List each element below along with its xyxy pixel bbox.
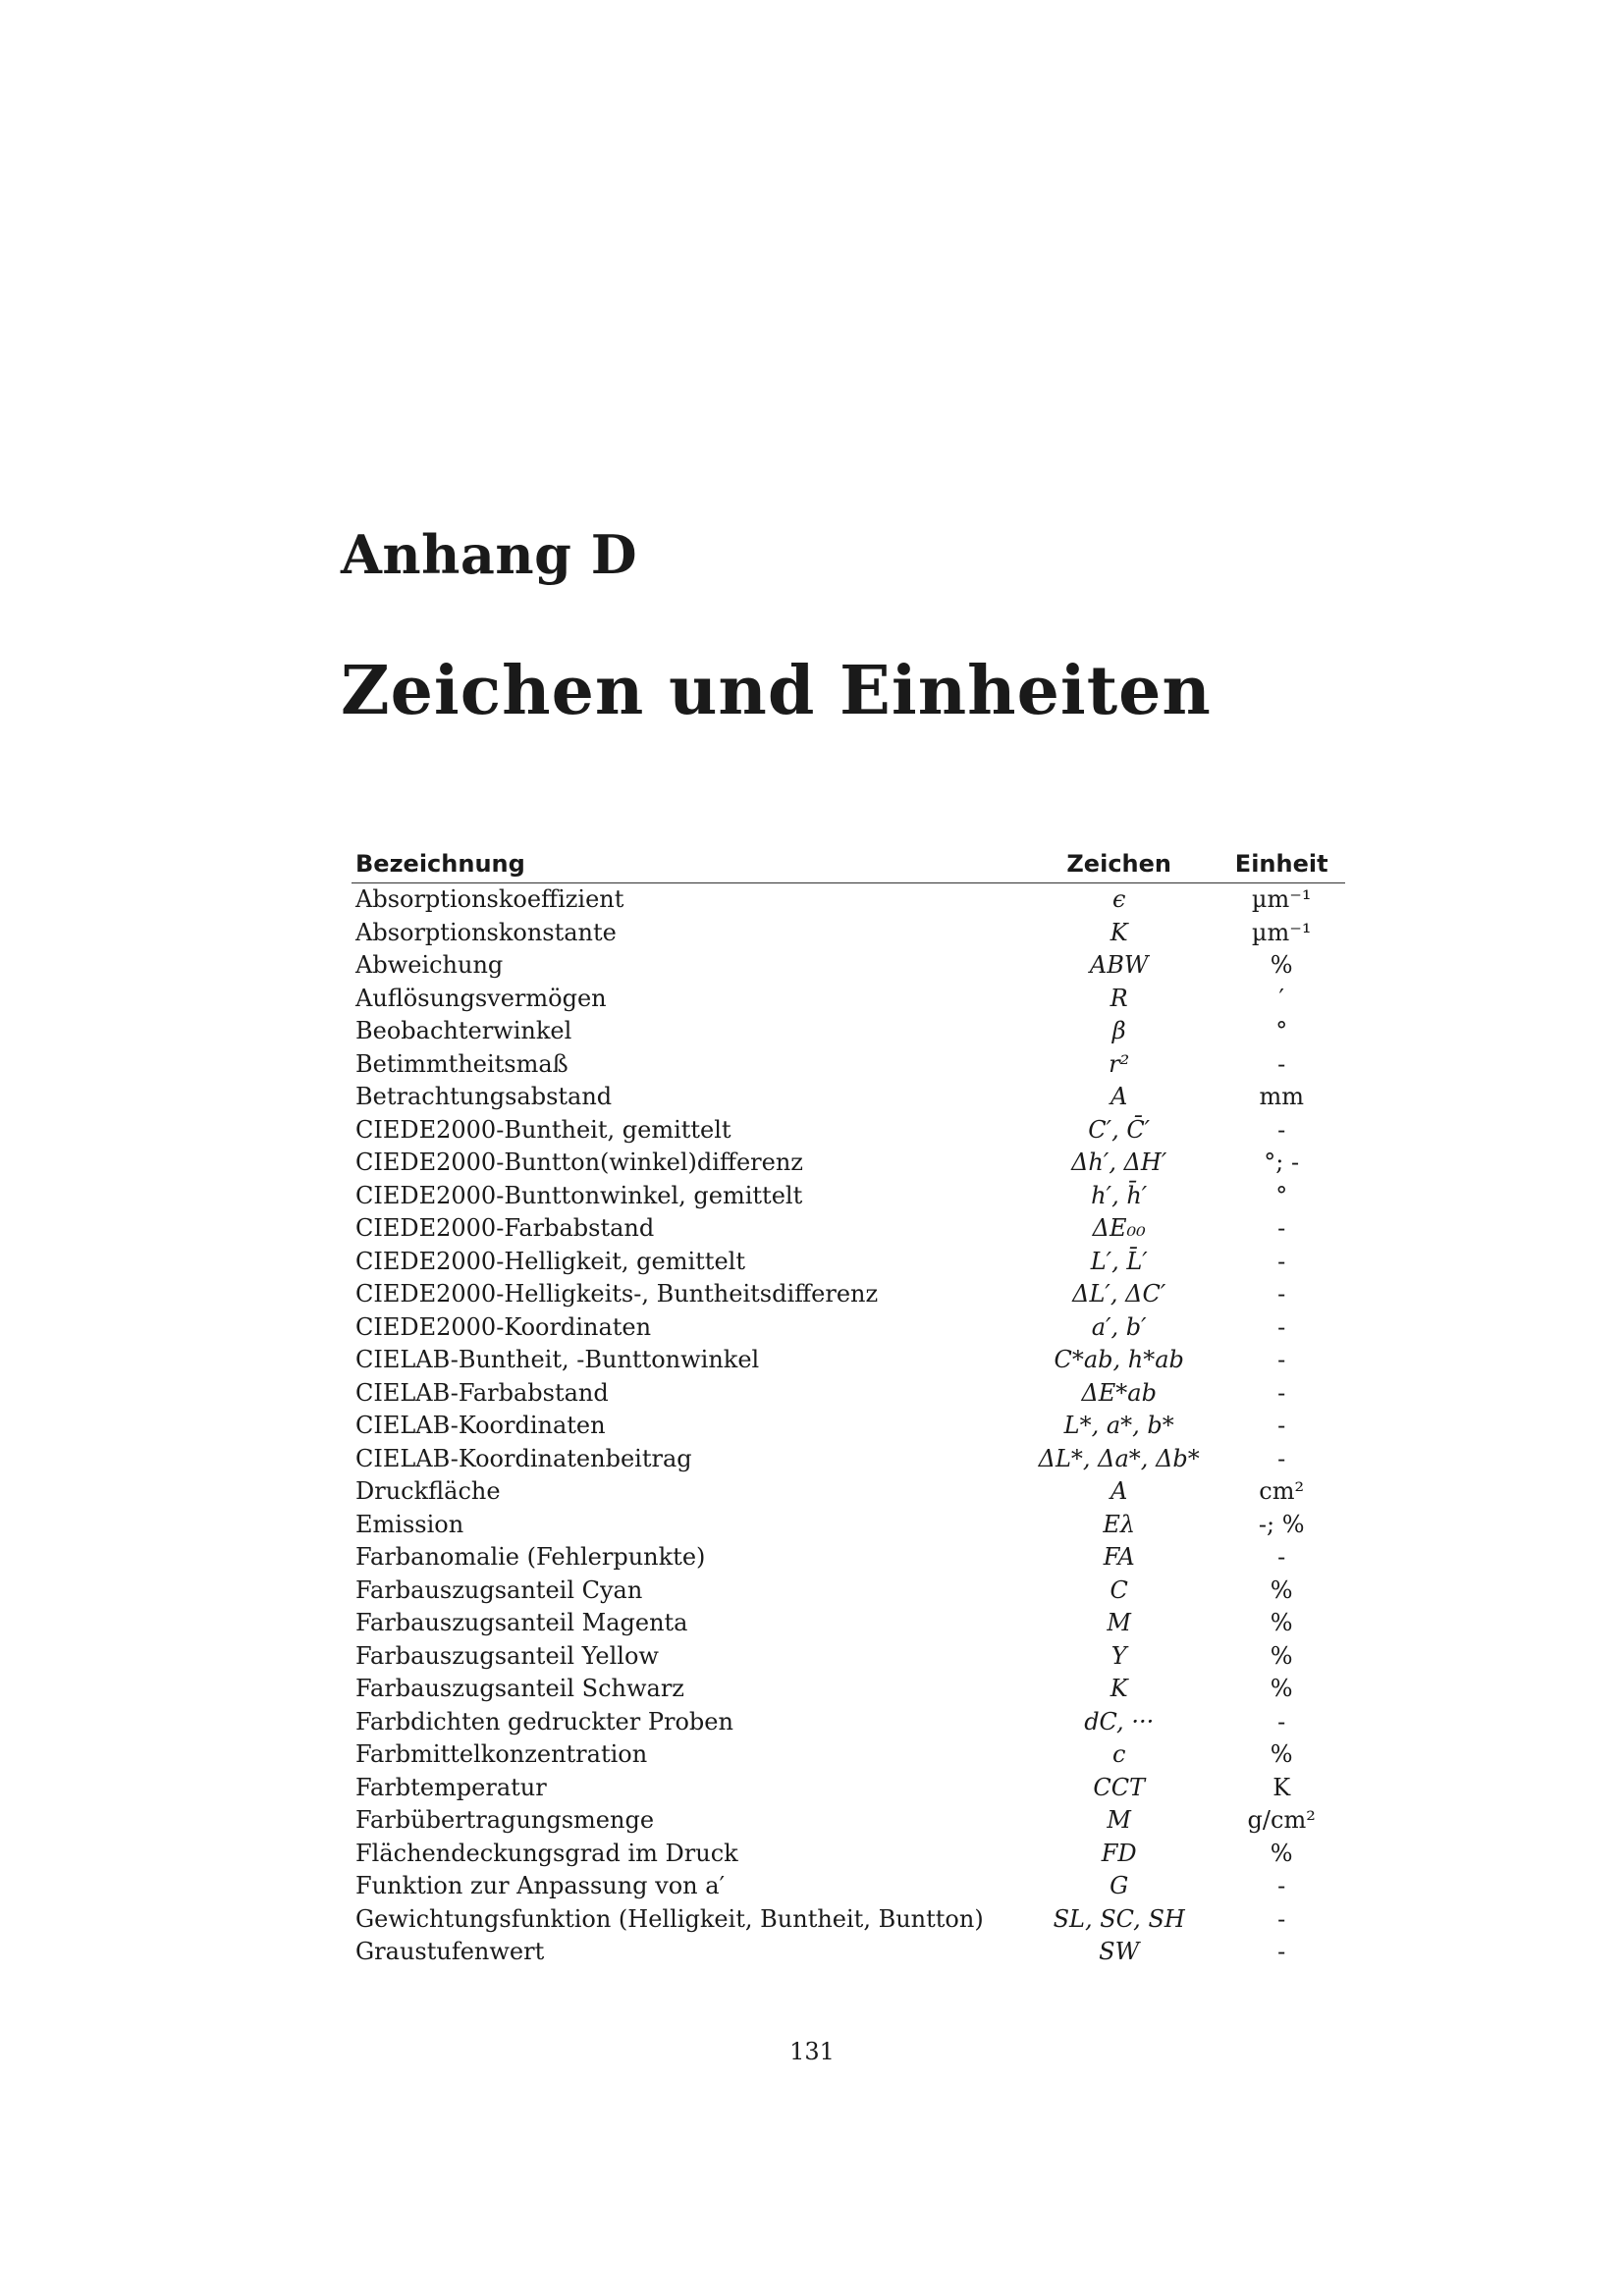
row-symbol: CCT	[1093, 1773, 1146, 1801]
table-row	[352, 1772, 1345, 1805]
row-unit: -	[1277, 1872, 1286, 1899]
table-row	[352, 1475, 1345, 1509]
row-unit: %	[1270, 1675, 1293, 1702]
header-symbol: Zeichen	[1020, 847, 1218, 883]
row-symbol: ΔL*, Δa*, Δb*	[1038, 1444, 1200, 1472]
row-name: Gewichtungsfunktion (Helligkeit, Buntheit, Buntton)	[355, 1904, 984, 1933]
row-symbol: C*ab, h*ab	[1054, 1346, 1184, 1373]
row-name: Beobachterwinkel	[355, 1017, 572, 1044]
table-row	[352, 1575, 1345, 1608]
row-unit: -	[1277, 1115, 1286, 1144]
row-name: Farbtemperatur	[355, 1773, 547, 1801]
table-row	[352, 917, 1345, 950]
row-symbol: L′, L̄′	[1090, 1247, 1148, 1275]
row-symbol: FD	[1101, 1839, 1137, 1867]
row-symbol: C′, C̄′	[1088, 1115, 1151, 1144]
table-row	[352, 1212, 1345, 1246]
row-unit: µm⁻¹	[1251, 885, 1312, 913]
table-row	[352, 1640, 1345, 1674]
row-name: Flächendeckungsgrad im Druck	[355, 1839, 738, 1867]
table-row	[352, 1673, 1345, 1706]
table-row	[352, 1804, 1345, 1838]
row-name: Funktion zur Anpassung von a′	[355, 1872, 726, 1899]
row-symbol: Y	[1110, 1641, 1127, 1670]
row-symbol: ϵ	[1111, 885, 1126, 913]
row-symbol: Δh′, ΔH′	[1071, 1148, 1167, 1176]
row-unit: -	[1277, 1049, 1286, 1078]
row-unit: mm	[1259, 1083, 1304, 1110]
row-symbol: β	[1111, 1017, 1126, 1044]
row-name: CIEDE2000-Bunttonwinkel, gemittelt	[355, 1181, 803, 1209]
table-row	[352, 983, 1345, 1016]
row-name: Druckfläche	[355, 1477, 501, 1505]
row-symbol: r²	[1109, 1049, 1130, 1078]
row-symbol: M	[1107, 1609, 1131, 1636]
row-unit: %	[1270, 1839, 1293, 1867]
table-row	[352, 949, 1345, 983]
table-row	[352, 883, 1345, 917]
table-row	[352, 1936, 1345, 1969]
row-unit: -	[1277, 1707, 1286, 1735]
row-unit: -	[1277, 1412, 1286, 1439]
table-row	[352, 1048, 1345, 1082]
table-row	[352, 1607, 1345, 1640]
row-unit: g/cm²	[1247, 1806, 1316, 1834]
row-name: Abweichung	[355, 951, 504, 979]
row-name: CIELAB-Farbabstand	[355, 1378, 609, 1407]
row-name: Farbauszugsanteil Yellow	[355, 1641, 659, 1670]
row-symbol: FA	[1103, 1543, 1135, 1571]
table-row	[352, 1015, 1345, 1048]
row-name: CIELAB-Koordinaten	[355, 1412, 606, 1439]
row-unit: %	[1270, 1609, 1293, 1636]
table-row	[352, 1377, 1345, 1411]
row-name: Absorptionskonstante	[355, 918, 617, 946]
row-name: Farbmittelkonzentration	[355, 1740, 648, 1768]
table-row	[352, 1706, 1345, 1739]
table-header-row	[352, 847, 1345, 883]
row-unit: -	[1277, 1312, 1286, 1341]
row-unit: -	[1277, 1543, 1286, 1571]
table-row	[352, 1870, 1345, 1903]
row-name: Farbanomalie (Fehlerpunkte)	[355, 1543, 706, 1571]
row-name: Emission	[355, 1510, 464, 1538]
row-name: CIEDE2000-Buntheit, gemittelt	[355, 1115, 731, 1144]
table-body	[352, 883, 1345, 1969]
row-unit: cm²	[1259, 1477, 1305, 1505]
row-name: Betrachtungsabstand	[355, 1083, 613, 1110]
row-symbol: C	[1110, 1575, 1128, 1604]
row-unit: ′	[1278, 984, 1284, 1012]
row-symbol: M	[1107, 1806, 1131, 1834]
row-unit: %	[1270, 1740, 1293, 1768]
row-symbol: SW	[1099, 1938, 1140, 1965]
row-name: Farbauszugsanteil Schwarz	[355, 1675, 684, 1702]
row-unit: -	[1277, 1938, 1286, 1965]
row-name: CIELAB-Koordinatenbeitrag	[355, 1444, 692, 1472]
row-name: Farbübertragungsmenge	[355, 1806, 655, 1834]
row-unit: %	[1270, 1641, 1293, 1670]
row-unit: -	[1277, 1214, 1286, 1242]
table-row	[352, 1838, 1345, 1871]
row-symbol: Eλ	[1103, 1510, 1136, 1538]
row-name: Farbauszugsanteil Cyan	[355, 1575, 643, 1604]
row-name: Farbauszugsanteil Magenta	[355, 1609, 688, 1636]
row-unit: °	[1275, 1017, 1288, 1044]
row-name: Auflösungsvermögen	[355, 984, 607, 1012]
table-row	[352, 1114, 1345, 1148]
row-name: Betimmtheitsmaß	[355, 1049, 568, 1078]
table-row	[352, 1443, 1345, 1476]
chapter-title: Zeichen und Einheiten	[341, 652, 1212, 730]
row-unit: -	[1277, 1904, 1286, 1933]
table-row	[352, 1541, 1345, 1575]
row-unit: -	[1277, 1346, 1286, 1373]
chapter-label: Anhang D	[341, 523, 638, 586]
row-unit: -	[1277, 1280, 1286, 1308]
row-symbol: a′, b′	[1091, 1312, 1147, 1341]
table-row	[352, 1738, 1345, 1772]
row-name: Absorptionskoeffizient	[355, 885, 624, 913]
row-unit: -	[1277, 1378, 1286, 1407]
row-symbol: ΔL′, ΔC′	[1072, 1280, 1166, 1308]
row-symbol: A	[1110, 1477, 1128, 1505]
row-name: CIELAB-Buntheit, -Bunttonwinkel	[355, 1346, 760, 1373]
table-row	[352, 1903, 1345, 1937]
row-symbol: K	[1110, 918, 1128, 946]
row-symbol: c	[1111, 1740, 1126, 1768]
table-row	[352, 1311, 1345, 1345]
symbols-units-table	[352, 847, 1345, 1969]
row-symbol: dC, ···	[1084, 1707, 1155, 1735]
row-name: CIEDE2000-Helligkeits-, Buntheitsdifferenz	[355, 1280, 879, 1308]
row-name: CIEDE2000-Koordinaten	[355, 1312, 652, 1341]
header-name: Bezeichnung	[352, 847, 1020, 883]
row-symbol: L*, a*, b*	[1063, 1412, 1174, 1439]
row-unit: K	[1272, 1773, 1291, 1801]
table-row	[352, 1509, 1345, 1542]
table-row	[352, 1180, 1345, 1213]
row-symbol: G	[1110, 1872, 1129, 1899]
row-symbol: h′, h̄′	[1091, 1181, 1148, 1209]
row-unit: -	[1277, 1444, 1286, 1472]
row-unit: °	[1275, 1181, 1288, 1209]
table-row	[352, 1344, 1345, 1377]
row-unit: %	[1270, 951, 1293, 979]
row-name: CIEDE2000-Helligkeit, gemittelt	[355, 1247, 745, 1275]
row-symbol: ΔE*ab	[1081, 1378, 1157, 1407]
row-name: Farbdichten gedruckter Proben	[355, 1707, 733, 1735]
row-symbol: SL, SC, SH	[1053, 1904, 1185, 1933]
row-unit: -; %	[1258, 1510, 1305, 1538]
page-number: 131	[789, 2038, 835, 2065]
row-unit: µm⁻¹	[1251, 918, 1312, 946]
row-symbol: A	[1110, 1083, 1128, 1110]
table-row	[352, 1410, 1345, 1443]
table-row	[352, 1246, 1345, 1279]
header-unit: Einheit	[1218, 847, 1345, 883]
row-name: Graustufenwert	[355, 1938, 545, 1965]
table-row	[352, 1278, 1345, 1311]
row-unit: -	[1277, 1247, 1286, 1275]
table-row	[352, 1147, 1345, 1180]
row-name: CIEDE2000-Farbabstand	[355, 1214, 655, 1242]
row-symbol: K	[1110, 1675, 1128, 1702]
table-row	[352, 1081, 1345, 1114]
row-unit: %	[1270, 1575, 1293, 1604]
row-unit: °; -	[1264, 1148, 1300, 1176]
row-symbol: ABW	[1089, 951, 1149, 979]
row-name: CIEDE2000-Buntton(winkel)differenz	[355, 1148, 803, 1176]
row-symbol: R	[1110, 984, 1128, 1012]
row-symbol: ΔE₀₀	[1092, 1214, 1146, 1242]
